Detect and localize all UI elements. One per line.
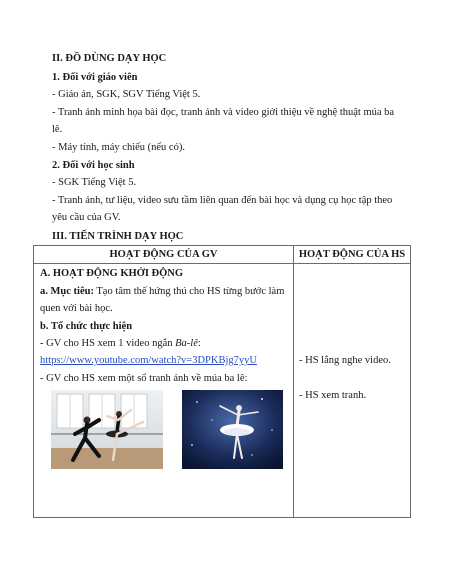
goal-line-a	[40, 285, 284, 299]
header-gv: HOẠT ĐỘNG CỦA GV	[34, 246, 294, 264]
student-item-1: - SGK Tiếng Việt 5.	[52, 177, 137, 188]
organization-label: b. Tổ chức thực hiện	[40, 321, 133, 332]
hs-cell	[294, 264, 411, 518]
lesson-plan-table	[33, 245, 411, 518]
hs-response-1: - HS lắng nghe video.	[299, 355, 391, 366]
video-link[interactable]: https://www.youtube.com/watch?v=3DPKBjg7yyU	[40, 355, 257, 366]
section-2-title: II. ĐỒ DÙNG DẠY HỌC	[52, 53, 167, 64]
student-subtitle: 2. Đối với học sinh	[52, 160, 135, 171]
ballet-studio-photo	[51, 390, 163, 469]
section-3-title: III. TIẾN TRÌNH DẠY HỌC	[52, 231, 184, 242]
teacher-item-1: - Giáo án, SGK, SGV Tiếng Việt 5.	[52, 89, 201, 100]
teacher-item-2a: - Tranh ảnh minh họa bài đọc, tranh ảnh và video giới thiệu về nghệ thuật múa ba	[52, 107, 395, 118]
step-1-italic: Ba-lê	[175, 338, 198, 349]
step-2: - GV cho HS xem một số tranh ảnh về múa ba lê:	[40, 373, 248, 384]
student-item-2a: - Tranh ảnh, tư liệu, video sưu tầm liên quan đến bài học và dụng cụ học tập theo	[52, 195, 393, 206]
step-1-suffix: :	[197, 338, 201, 349]
goal-line-b: quen với bài học.	[40, 303, 113, 314]
gv-cell	[34, 264, 294, 518]
teacher-item-3: - Máy tính, máy chiếu (nếu có).	[52, 142, 185, 153]
goal-label: a. Mục tiêu:	[40, 286, 94, 297]
step-1	[40, 337, 201, 351]
goal-text: Tạo tâm thế hứng thú cho HS từng bước làm	[93, 286, 285, 297]
table-header-row	[34, 246, 411, 264]
activity-heading: A. HOẠT ĐỘNG KHỞI ĐỘNG	[40, 268, 184, 279]
step-1-prefix: - GV cho HS xem 1 video ngắn	[40, 338, 176, 349]
ballet-swan-photo	[182, 390, 283, 469]
hs-response-2: - HS xem tranh.	[299, 390, 367, 401]
teacher-item-2b: lê.	[52, 124, 63, 135]
student-item-2b: yêu cầu của GV.	[52, 212, 121, 223]
table-row	[34, 264, 411, 518]
teacher-subtitle: 1. Đối với giáo viên	[52, 72, 138, 83]
header-hs: HOẠT ĐỘNG CỦA HS	[294, 246, 411, 264]
